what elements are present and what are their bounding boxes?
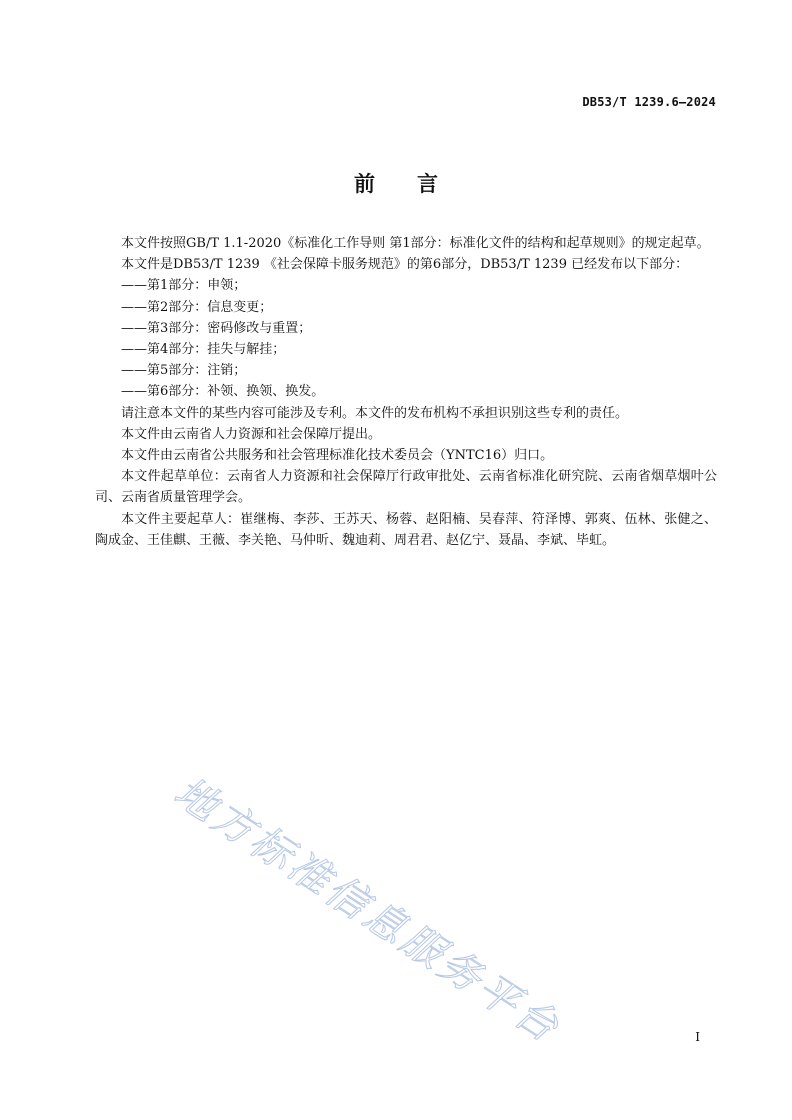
drafting-units-paragraph: 本文件起草单位：云南省人力资源和社会保障厅行政审批处、云南省标准化研究院、云南省烟草烟叶公司、云南省质量管理学会。 (95, 469, 717, 506)
part-list-item: ——第3部分：密码修改与重置； (121, 320, 312, 336)
proposer-paragraph: 本文件由云南省人力资源和社会保障厅提出。 (121, 426, 382, 442)
series-paragraph: 本文件是DB53/T 1239 《社会保障卡服务规范》的第6部分，DB53/T 1239 已经发布以下部分： (121, 257, 689, 273)
part-list-item: ——第2部分：信息变更； (121, 299, 273, 315)
page-number: I (695, 1030, 700, 1044)
administrator-paragraph: 本文件由云南省公共服务和社会管理标准化技术委员会（YNTC16）归口。 (121, 448, 554, 464)
patent-notice-paragraph: 请注意本文件的某些内容可能涉及专利。本文件的发布机构不承担识别这些专利的责任。 (121, 405, 629, 421)
drafting-rule-paragraph: 本文件按照GB/T 1.1-2020《标准化工作导则 第1部分：标准化文件的结构和起草规则》的规定起草。 (121, 236, 710, 251)
title-char-2: 言 (417, 172, 438, 196)
part-list-item: ——第6部分：补领、换领、换发。 (121, 384, 325, 400)
preface-body (95, 233, 717, 551)
part-list-item: ——第4部分：挂失与解挂； (121, 342, 286, 358)
title-char-1: 前 (354, 172, 375, 196)
watermark: 地方标准信息服务平台 (165, 767, 570, 1053)
part-list-item: ——第1部分：申领； (121, 278, 247, 294)
drafters-paragraph: 本文件主要起草人：崔继梅、李莎、王苏天、杨蓉、赵阳楠、吴春萍、符泽博、郭爽、伍林、张健之、陶成金、王佳麒、王薇、李关艳、马仲昕、魏迪莉、周君君、赵亿宁、聂晶、李斌、毕虹。 (95, 511, 717, 548)
part-list-item: ——第5部分：注销； (121, 363, 247, 379)
document-code: DB53/T 1239.6—2024 (582, 95, 716, 109)
page-title (0, 168, 792, 198)
